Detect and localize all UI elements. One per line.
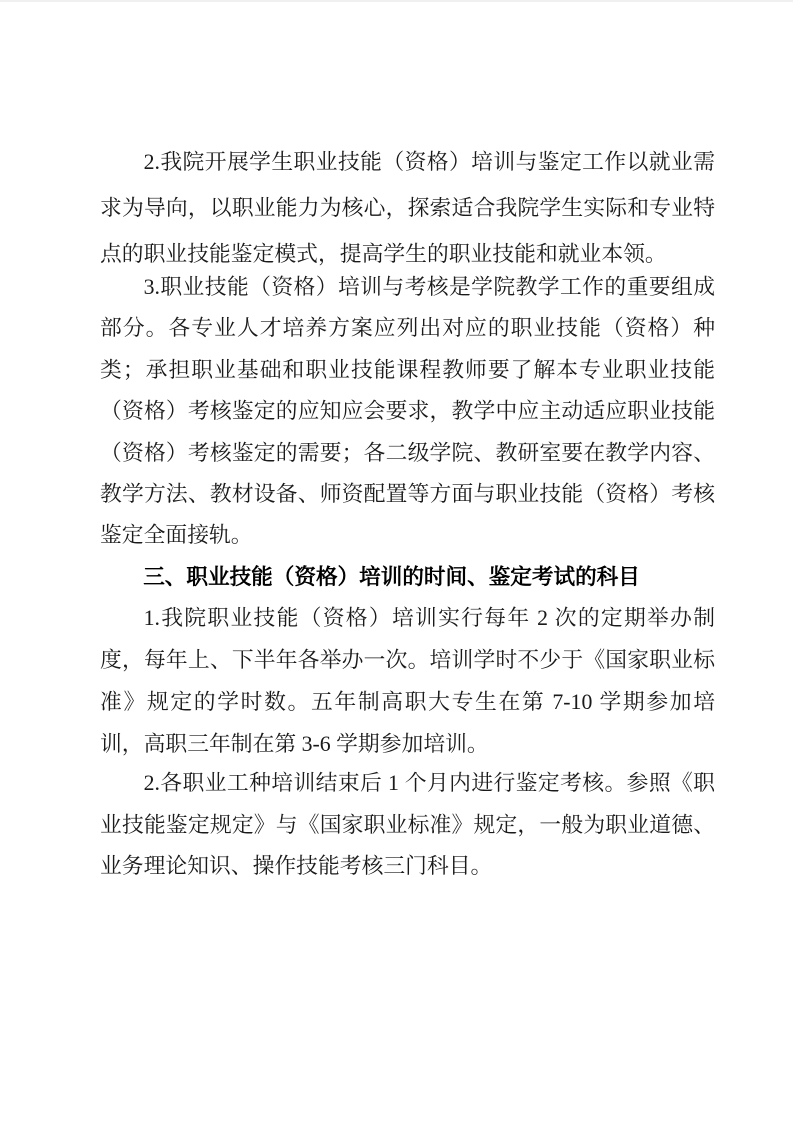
body-paragraph-item-2-section-three: 2.各职业工种培训结束后 1 个月内进行鉴定考核。参照《职业技能鉴定规定》与《国家职业标准》规定，一般为职业道德、业务理论知识、操作技能考核三门科目。 [100, 771, 715, 878]
section-heading-three: 三、职业技能（资格）培训的时间、鉴定考试的科目 [143, 564, 640, 589]
body-paragraph-item-2: 2.我院开展学生职业技能（资格）培训与鉴定工作以就业需求为导向，以职业能力为核心，探索适合我院学生实际和专业特点的职业技能鉴定模式，提高学生的职业技能和就业本领。 [100, 150, 715, 266]
page-top-edge [0, 0, 793, 2]
body-paragraph-item-3: 3.职业技能（资格）培训与考核是学院教学工作的重要组成部分。各专业人才培养方案应列出对应的职业技能（资格）种类；承担职业基础和职业技能课程教师要了解本专业职业技能（资格）考核鉴定的应知应会要求，教学中应主动适应职业技能（资格）考核鉴定的需要；各二级学院、教研室要在教学内容、教学方法、教材设备、师资配置等方面与职业技能（资格）考核鉴定全面接轨。 [100, 275, 715, 548]
body-paragraph-item-1-section-three: 1.我院职业技能（资格）培训实行每年 2 次的定期举办制度，每年上、下半年各举办一次。培训学时不少于《国家职业标准》规定的学时数。五年制高职大专生在第 7-10 学期参加培训，高职三年制在第 3-6 学期参加培训。 [100, 606, 715, 756]
